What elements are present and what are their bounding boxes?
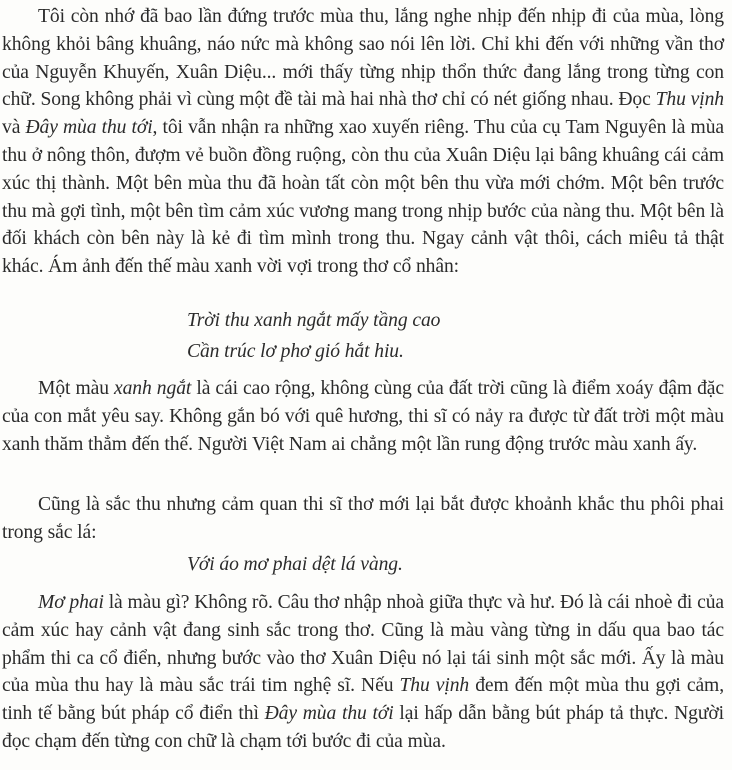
poem-title-day-mua-thu-toi: Đây mùa thu tới bbox=[25, 117, 153, 139]
text-run: Tôi còn nhớ đã bao lần đứng trước mùa thu, lắng nghe nhịp đến nhịp đi của mùa, lòng không khỏi bâng khuâng, náo nức mà không sao nói lên lời. Chỉ khi đến với những vần thơ của Nguyễn Khuyến, Xuân Diệu... mới thấy từng nhịp thổn thức đang lắng trong từng con chữ. Song không phải vì cùng một đề tài mà hai nhà thơ chỉ có nét giống nhau. Đọc bbox=[2, 6, 724, 111]
poem-title-thu-vinh: Thu vịnh bbox=[655, 89, 725, 111]
poem-title-day-mua-thu-toi: Đây mùa thu tới bbox=[264, 703, 394, 725]
emphasized-phrase: xanh ngắt bbox=[114, 378, 192, 399]
paragraph-mo-phai bbox=[2, 589, 724, 756]
paragraph-comparing-autumn-poems bbox=[2, 3, 724, 281]
text-run: là màu gì? Không rõ. Câu thơ nhập nhoà giữa thực và hư. Đó là cái nhoè đi của cảm xúc hay cảnh vật đang sinh sắc trong thơ. Cũng là màu vàng từng in dấu qua bao tác phẩm thi ca cổ điển, nhưng bước vào thơ Xuân Diệu nó lại tái sinh một sắc mới. Ấy là màu của mùa thu hay là màu sắc trái tim nghệ sĩ. Nếu bbox=[2, 592, 724, 697]
text-run: là cái cao rộng, không cùng của đất trời cũng là điểm xoáy đậm đặc của con mắt yêu say. Không gắn bó với quê hương, thi sĩ có nảy ra được từ đất trời một màu xanh thăm thẳm đến thế. Người Việt Nam ai chẳng một lần rung động trước màu xanh ấy. bbox=[2, 378, 724, 455]
text-run: đem đến một mùa thu gợi cảm, tinh tế bằng bút pháp cổ điển thì bbox=[2, 675, 724, 725]
poem-title-thu-vinh: Thu vịnh bbox=[399, 675, 470, 697]
verse-quote-line-3: Với áo mơ phai dệt lá vàng. bbox=[187, 554, 403, 575]
text-run: Một màu bbox=[38, 378, 115, 399]
verse-quote-line-1: Trời thu xanh ngắt mấy tầng cao bbox=[187, 310, 441, 331]
paragraph-xanh-ngat bbox=[2, 375, 724, 458]
text-run: và bbox=[2, 117, 26, 139]
paragraph-sac-thu: Cũng là sắc thu nhưng cảm quan thi sĩ thơ mới lại bắt được khoảnh khắc thu phôi phai trong sắc lá: bbox=[2, 494, 724, 543]
verse-quote-line-2: Cần trúc lơ phơ gió hắt hiu. bbox=[187, 341, 404, 362]
emphasized-phrase: Mơ phai bbox=[38, 592, 104, 613]
text-run: lại hấp dẫn bằng bút pháp tả thực. Người đọc chạm đến từng con chữ là chạm tới bước đi của mùa. bbox=[2, 703, 724, 752]
text-run: , tôi vẫn nhận ra những xao xuyến riêng. Thu của cụ Tam Nguyên là mùa thu ở nông thôn, đượm vẻ buồn đồng ruộng, còn thu của Xuân Diệu lại bâng khuâng cái cảm xúc thị thành. Một bên mùa thu đã hoàn tất còn một bên thu vừa mới chớm. Một bên trước thu mà gợi tình, một bên tìm cảm xúc vương mang trong nhịp bước của nàng thu. Một bên là đối khách còn bên này là kẻ đi tìm mình trong thu. Ngay cảnh vật thôi, cách miêu tả thật khác. Ám ảnh đến thế màu xanh vời vợi trong thơ cổ nhân: bbox=[2, 117, 724, 278]
